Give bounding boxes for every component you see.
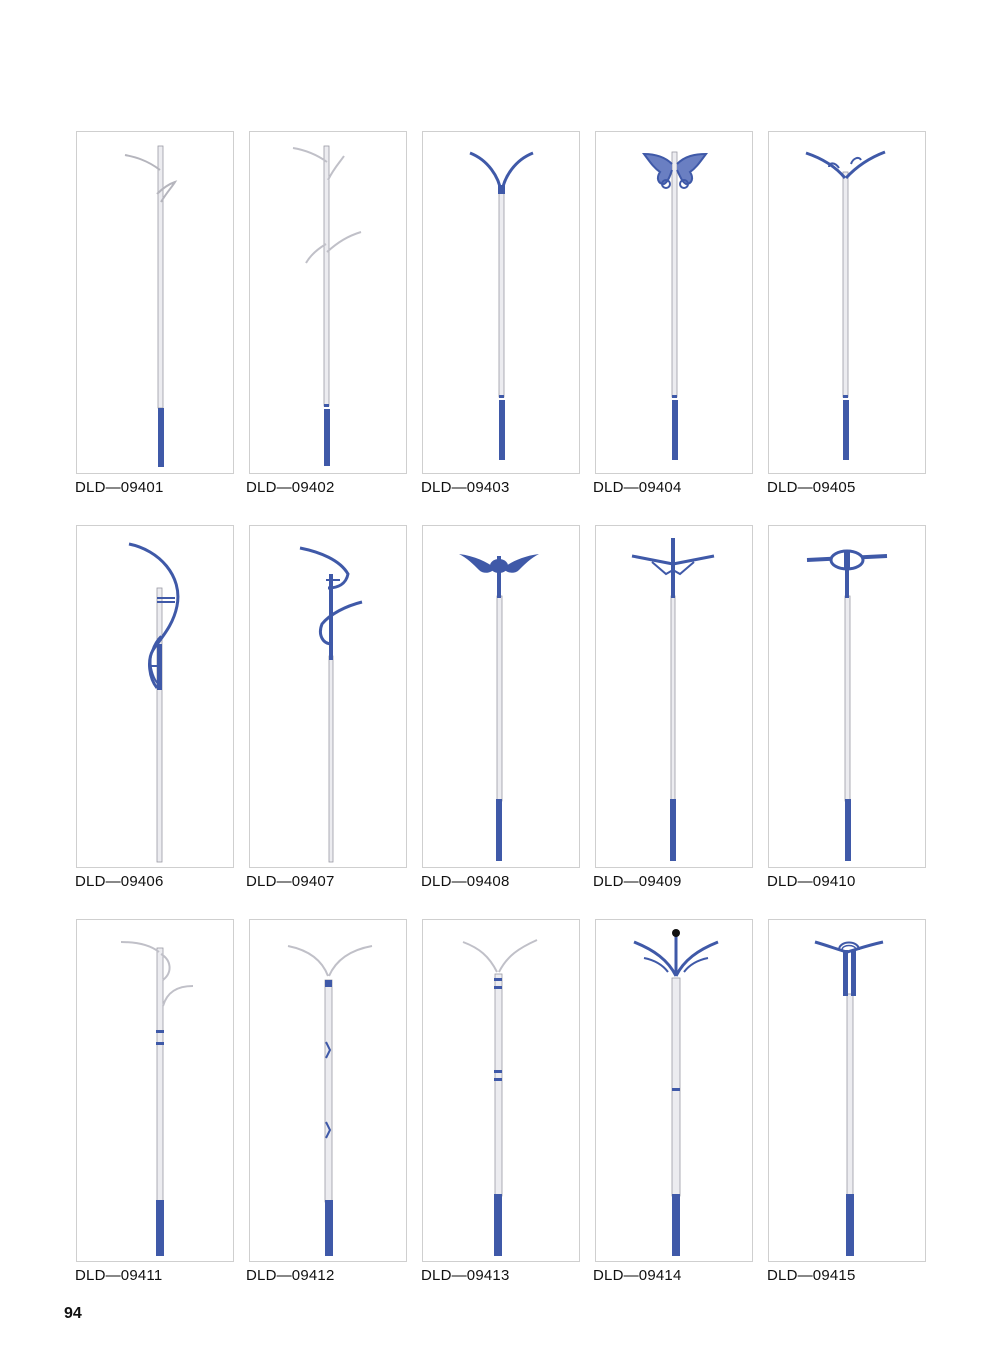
butterfly-wing	[677, 154, 706, 184]
pole-base	[324, 409, 330, 466]
finial	[672, 929, 680, 937]
product-code: DLD—09405	[767, 479, 856, 496]
lamp-arm	[329, 946, 372, 976]
lamp-arm	[502, 153, 533, 192]
product-image-09412	[249, 919, 407, 1262]
pole-base	[670, 799, 676, 861]
pole-base	[672, 400, 678, 460]
product-image-09415	[768, 919, 926, 1262]
lamp-arm	[293, 148, 327, 162]
product-image-09407	[249, 525, 407, 868]
lamp-arm	[306, 244, 326, 263]
lamp-arm	[846, 152, 885, 178]
product-image-09413	[422, 919, 580, 1262]
product-image-09409	[595, 525, 753, 868]
lamp-arm	[328, 156, 344, 180]
product-code: DLD—09413	[421, 1267, 510, 1284]
lamp-scroll	[851, 158, 861, 164]
product-image-09401	[76, 131, 234, 474]
pole-shaft	[157, 948, 163, 1202]
product-code: DLD—09402	[246, 479, 335, 496]
pole-base	[158, 408, 164, 467]
lamp-head	[459, 554, 495, 573]
lamp-arm	[125, 155, 160, 170]
product-code: DLD—09401	[75, 479, 164, 496]
lamp-arm	[806, 153, 845, 178]
pole-shaft	[847, 994, 853, 1196]
product-code: DLD—09407	[246, 873, 335, 890]
product-code: DLD—09410	[767, 873, 856, 890]
pole-base	[843, 400, 849, 460]
product-image-09411	[76, 919, 234, 1262]
product-code: DLD—09412	[246, 1267, 335, 1284]
lamp-arm	[676, 942, 718, 976]
product-image-09405	[768, 131, 926, 474]
product-image-09403	[422, 131, 580, 474]
product-image-09408	[422, 525, 580, 868]
product-code: DLD—09408	[421, 873, 510, 890]
pole-shaft	[843, 172, 848, 397]
pole-base	[846, 1194, 854, 1256]
product-image-09402	[249, 131, 407, 474]
pole-base	[325, 1200, 333, 1256]
lamp-arm	[327, 232, 361, 252]
product-code: DLD—09409	[593, 873, 682, 890]
pole-shaft	[329, 656, 333, 862]
pole-band	[843, 395, 848, 398]
pole-base	[494, 1194, 502, 1256]
lamp-arm	[121, 942, 159, 952]
lamp-arm	[163, 986, 193, 1006]
product-image-09414	[595, 919, 753, 1262]
pole-shaft	[324, 146, 329, 406]
product-code: DLD—09414	[593, 1267, 682, 1284]
pole-base	[499, 400, 505, 460]
pole-base	[496, 799, 502, 861]
lamp-arm	[320, 602, 362, 644]
pole-shaft	[497, 596, 502, 801]
pole-band	[499, 395, 504, 398]
product-image-09404	[595, 131, 753, 474]
product-code: DLD—09406	[75, 873, 164, 890]
product-code: DLD—09404	[593, 479, 682, 496]
product-code: DLD—09411	[75, 1267, 163, 1284]
pole-band	[672, 395, 677, 398]
pole-shaft	[672, 152, 677, 397]
pole-shaft	[671, 596, 675, 801]
page-number: 94	[64, 1305, 82, 1322]
pole-shaft	[325, 980, 332, 1202]
product-code: DLD—09415	[767, 1267, 856, 1284]
pole-base	[672, 1194, 680, 1256]
lamp-arm	[300, 548, 348, 588]
pole-base	[845, 799, 851, 861]
product-image-09410	[768, 525, 926, 868]
lamp-arm	[463, 942, 497, 972]
lamp-arm	[470, 153, 501, 192]
pole-shaft	[157, 588, 162, 862]
pole-band	[324, 404, 329, 407]
pole-shaft	[158, 146, 163, 408]
product-image-09406	[76, 525, 234, 868]
pole-shaft	[672, 978, 680, 1196]
lamp-arm	[499, 940, 537, 972]
lamp-arm	[634, 942, 676, 976]
lamp-collar	[498, 185, 505, 194]
pole-shaft	[845, 596, 850, 801]
lamp-head	[503, 554, 539, 573]
pole-shaft	[499, 192, 504, 397]
pole-base	[156, 1200, 164, 1256]
product-code: DLD—09403	[421, 479, 510, 496]
pole-shaft	[495, 974, 502, 1196]
lamp-arm	[288, 946, 328, 976]
